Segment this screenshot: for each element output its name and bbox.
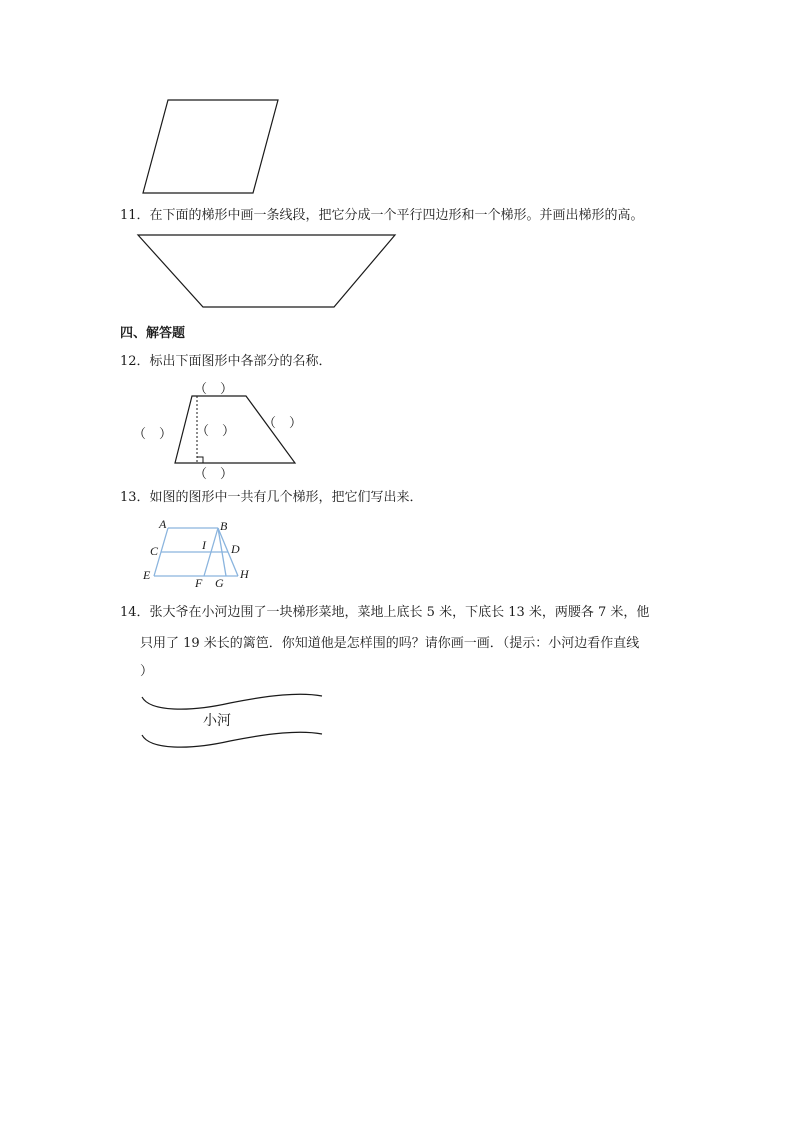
- parallelogram-shape: [143, 100, 278, 193]
- question-11-number: 11．: [120, 208, 150, 223]
- label-A: A: [159, 517, 167, 531]
- blank-right-leg[interactable]: （ ）: [263, 416, 303, 431]
- question-12-text: 标出下面图形中各部分的名称．: [149, 354, 332, 369]
- blank-height[interactable]: （ ）: [196, 424, 236, 439]
- blank-left-leg[interactable]: （ ）: [133, 427, 173, 442]
- question-14-line-3: ）: [140, 664, 154, 679]
- label-B: B: [220, 519, 228, 533]
- label-E: E: [143, 568, 151, 582]
- figure-lines: [154, 528, 238, 576]
- label-H: H: [240, 567, 249, 581]
- line-BF: [204, 528, 218, 576]
- blank-top-base[interactable]: （ ）: [194, 382, 234, 397]
- river-label: 小河: [203, 713, 231, 729]
- line-BG: [218, 528, 226, 576]
- question-14-line-1: [120, 605, 649, 621]
- question-11-text: 在下面的梯形中画一条线段，把它分成一个平行四边形和一个梯形。并画出梯形的高。: [149, 208, 644, 223]
- question-13-text: 如图的图形中一共有几个梯形，把它们写出来．: [149, 490, 423, 505]
- question-11: [120, 208, 644, 224]
- section-4-title: 四、解答题: [120, 326, 186, 341]
- question-13: [120, 490, 423, 506]
- question-14-number: 14．: [120, 605, 150, 620]
- question-14-text-1: 张大爷在小河边围了一块梯形菜地，菜地上底长 5 米，下底长 13 米，两腰各 7 米，他: [149, 605, 650, 620]
- question-12: [120, 354, 332, 370]
- label-C: C: [150, 544, 159, 558]
- question-12-number: 12．: [120, 354, 150, 369]
- label-G: G: [215, 576, 224, 590]
- blank-bottom-base[interactable]: （ ）: [194, 467, 234, 482]
- question-14-line-2: 只用了 19 米长的篱笆．你知道他是怎样围的吗？请你画一画．（提示：小河边看作直线: [140, 636, 640, 651]
- inverted-trapezoid-shape: [138, 235, 395, 307]
- label-F: F: [195, 576, 203, 590]
- river-bank-top: [142, 694, 322, 709]
- label-I: I: [202, 538, 206, 552]
- river-bank-bottom: [142, 732, 322, 747]
- label-D: D: [231, 542, 240, 556]
- question-13-number: 13．: [120, 490, 150, 505]
